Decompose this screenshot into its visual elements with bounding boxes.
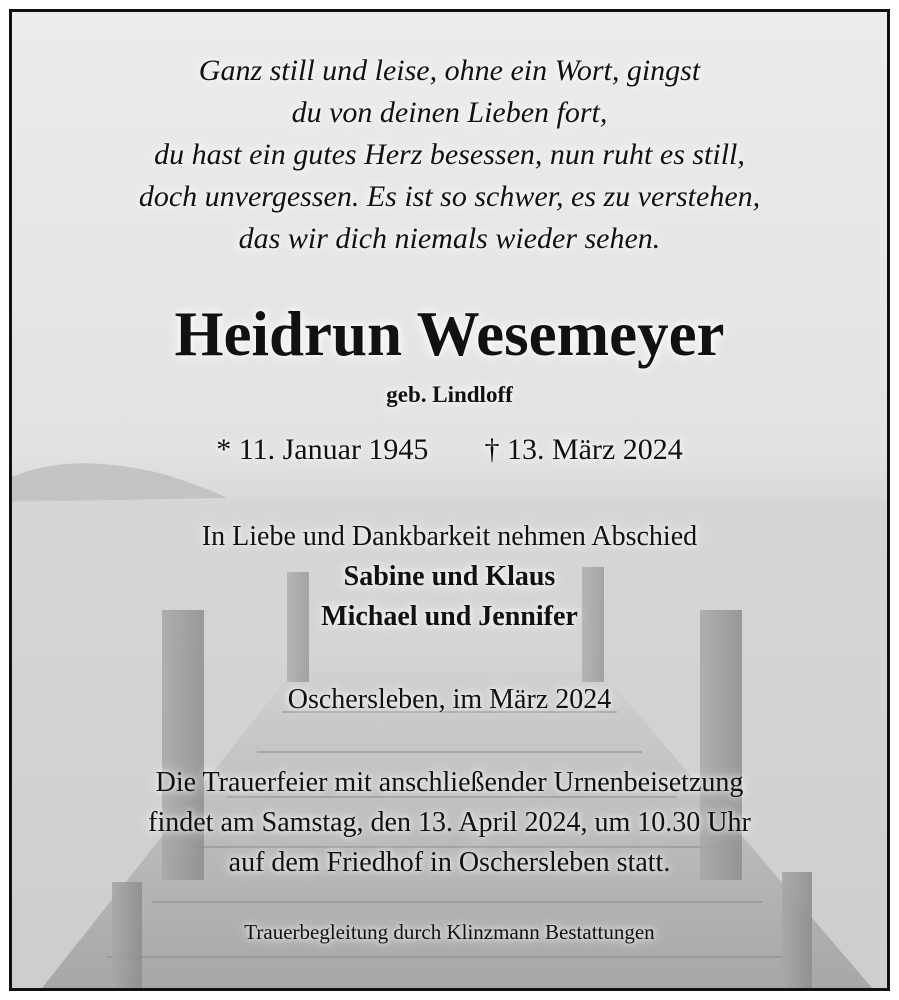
service-line: auf dem Friedhof in Oschersleben statt. — [228, 847, 671, 878]
notice-frame — [9, 9, 890, 991]
birth-date: * 11. Januar 1945 — [216, 433, 429, 466]
poem-line: du hast ein gutes Herz besessen, nun ruht es still, — [154, 138, 745, 171]
mourners — [12, 517, 887, 637]
funeral-service — [12, 763, 887, 883]
undertaker-credit: Trauerbegleitung durch Klinzmann Bestattungen — [244, 920, 655, 944]
mourner-name: Michael und Jennifer — [321, 601, 578, 632]
place-date: Oschersleben, im März 2024 — [287, 684, 612, 715]
death-date: † 13. März 2024 — [484, 433, 683, 466]
mourner-name: Sabine und Klaus — [343, 561, 556, 592]
service-line: Die Trauerfeier mit anschließender Urnenbeisetzung — [155, 767, 744, 798]
life-dates — [12, 430, 887, 470]
poem-line: doch unvergessen. Es ist so schwer, es zu verstehen, — [138, 180, 761, 213]
service-line: findet am Samstag, den 13. April 2024, um 10.30 Uhr — [148, 807, 751, 838]
poem-line: du von deinen Lieben fort, — [291, 96, 608, 129]
poem — [12, 50, 887, 260]
poem-line: Ganz still und leise, ohne ein Wort, gingst — [198, 54, 701, 87]
poem-line: das wir dich niemals wieder sehen. — [238, 222, 661, 255]
deceased-name: Heidrun Wesemeyer — [174, 299, 725, 369]
birth-name: geb. Lindloff — [386, 382, 513, 407]
mourners-intro: In Liebe und Dankbarkeit nehmen Abschied — [201, 521, 698, 552]
